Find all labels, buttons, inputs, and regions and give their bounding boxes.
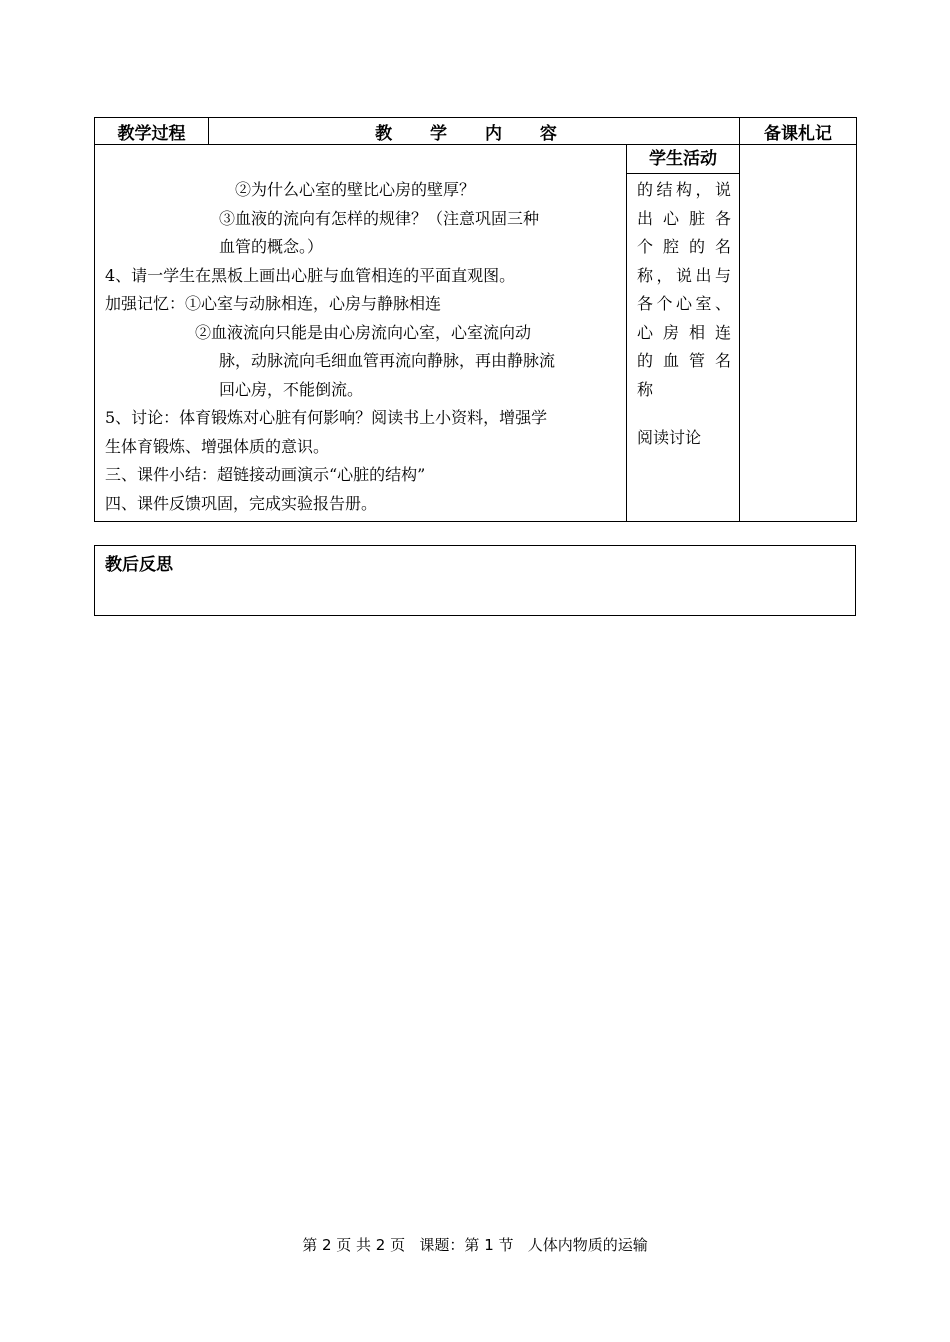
content-line: 4、请一学生在黑板上画出心脏与血管相连的平面直观图。 (105, 265, 516, 285)
content-line: ②血液流向只能是由心房流向心室，心室流向动 (195, 322, 532, 342)
header-lesson-notes: 备课札记 (740, 118, 857, 145)
lesson-plan-table (94, 117, 857, 522)
content-line: 四、课件反馈巩固，完成实验报告册。 (105, 493, 378, 513)
table-body-row (95, 145, 857, 522)
student-activity-column (627, 145, 739, 521)
reflection-box (94, 545, 856, 616)
content-line: 生体育锻炼、增强体质的意识。 (105, 436, 330, 456)
table-header-row (95, 118, 857, 145)
activity-line: 个腔的名 (637, 237, 731, 256)
page-footer: 第 2 页 共 2 页 课题：第 1 节 人体内物质的运输 (302, 1236, 648, 1254)
teaching-content-text (95, 145, 627, 521)
activity-line-reading: 阅读讨论 (637, 428, 702, 447)
teaching-content-cell (95, 145, 740, 522)
content-line: 脉，动脉流向毛细血管再流向静脉，再由静脉流 (219, 351, 556, 370)
content-line: 5、讨论：体育锻炼对心脏有何影响？阅读书上小资料，增强学 (105, 408, 548, 427)
activity-line: 称，说出与 (637, 265, 731, 285)
activity-line: 的结构，说 (637, 180, 731, 199)
content-line: 三、课件小结：超链接动画演示“心脏的结构” (105, 465, 426, 484)
activity-line: 各个心室、 (637, 294, 731, 313)
student-activity-title: 学生活动 (627, 145, 739, 174)
student-activity-text (627, 174, 739, 453)
content-line: ③血液的流向有怎样的规律？（注意巩固三种 (219, 208, 540, 228)
content-line: 回心房，不能倒流。 (219, 379, 364, 399)
lesson-notes-cell (740, 145, 857, 522)
activity-spacer (637, 404, 731, 424)
activity-line: 称 (637, 379, 654, 399)
content-line: 血管的概念。） (219, 237, 324, 256)
activity-line: 心房相连 (637, 322, 731, 342)
activity-line: 的血管名 (637, 351, 731, 370)
content-line: 加强记忆：①心室与动脉相连，心房与静脉相连 (105, 294, 442, 313)
reflection-title: 教后反思 (105, 555, 173, 575)
content-line: ②为什么心室的壁比心房的壁厚？ (235, 180, 476, 199)
activity-line: 出心脏各 (637, 208, 731, 228)
header-teaching-process: 教学过程 (95, 118, 209, 145)
header-teaching-content: 教 学 内 容 (209, 118, 740, 145)
